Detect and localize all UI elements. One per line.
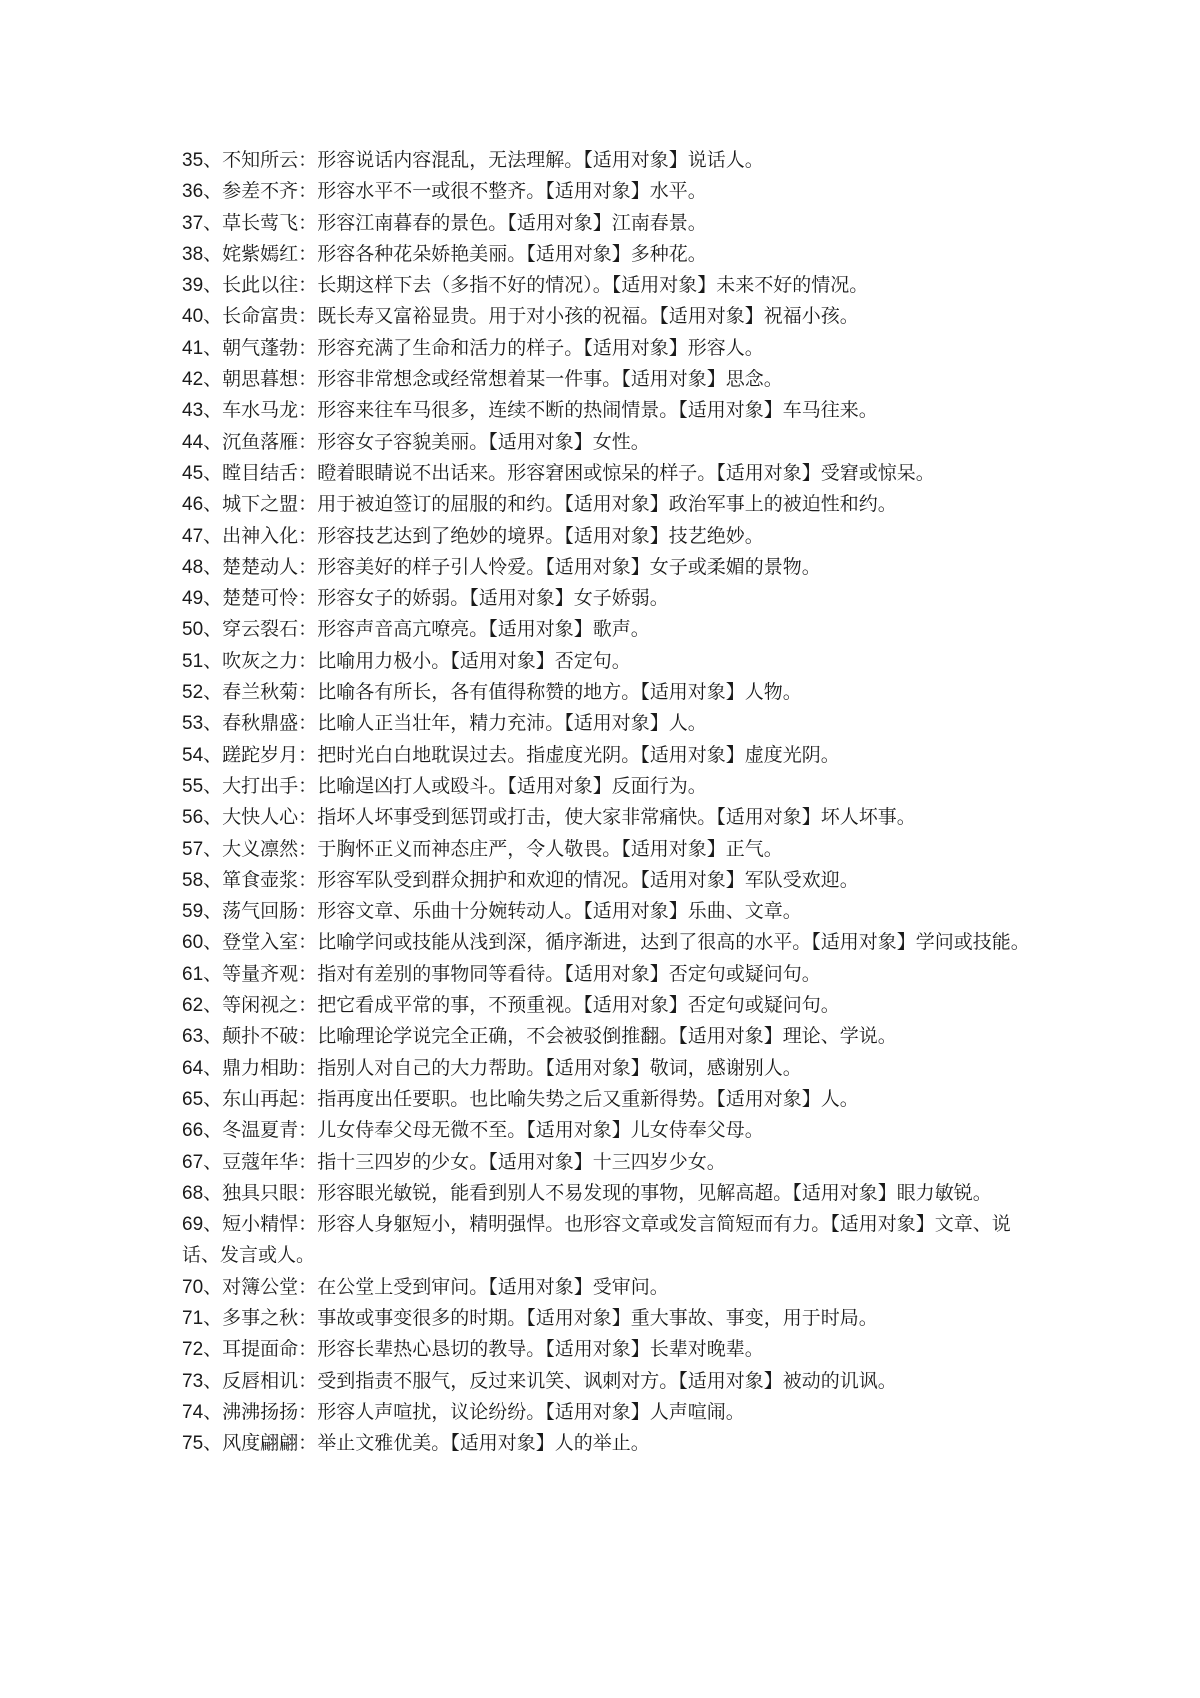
entry-number: 64 (182, 1057, 204, 1079)
entry-definition: 指坏人坏事受到惩罚或打击，使大家非常痛快。【适用对象】坏人坏事。 (317, 806, 916, 829)
entry-idiom: 荡气回肠 (222, 900, 299, 923)
entry-idiom: 冬温夏青 (222, 1119, 299, 1142)
idiom-entry: 58、箪食壶浆：形容军队受到群众拥护和欢迎的情况。【适用对象】军队受欢迎。 (182, 868, 859, 891)
idiom-entry: 55、大打出手：比喻逞凶打人或殴斗。【适用对象】反面行为。 (182, 774, 707, 797)
entry-idiom: 楚楚可怜 (222, 587, 299, 610)
entry-number: 50 (182, 619, 204, 641)
entry-number: 49 (182, 588, 204, 610)
idiom-entry: 47、出神入化：形容技艺达到了绝妙的境界。【适用对象】技艺绝妙。 (182, 524, 764, 547)
idiom-entry: 68、独具只眼：形容眼光敏锐，能看到别人不易发现的事物，见解高超。【适用对象】眼力敏锐。 (182, 1181, 992, 1204)
entry-number: 39 (182, 275, 204, 297)
idiom-entry: 61、等量齐观：指对有差别的事物同等看待。【适用对象】否定句或疑问句。 (182, 962, 821, 985)
entry-number: 41 (182, 337, 204, 359)
entry-idiom: 参差不齐 (222, 180, 299, 203)
entry-definition: 长期这样下去（多指不好的情况）。【适用对象】未来不好的情况。 (317, 274, 869, 297)
idiom-entry: 70、对簿公堂：在公堂上受到审问。【适用对象】受审问。 (182, 1275, 669, 1298)
entry-number: 48 (182, 556, 204, 578)
entry-definition: 形容说话内容混乱，无法理解。【适用对象】说话人。 (317, 149, 764, 171)
entry-definition: 比喻用力极小。【适用对象】否定句。 (317, 649, 631, 672)
entry-definition: 指别人对自己的大力帮助。【适用对象】敬词，感谢别人。 (317, 1056, 802, 1079)
entry-idiom: 东山再起 (222, 1087, 299, 1110)
entry-idiom: 出神入化 (222, 524, 299, 547)
entry-idiom: 草长莺飞 (222, 211, 299, 234)
entry-idiom: 登堂入室 (222, 931, 299, 954)
entry-number: 72 (182, 1339, 204, 1361)
entry-definition: 既长寿又富裕显贵。用于对小孩的祝福。【适用对象】祝福小孩。 (317, 305, 859, 328)
entry-number: 42 (182, 369, 204, 391)
idiom-entry: 53、春秋鼎盛：比喻人正当壮年，精力充沛。【适用对象】人。 (182, 712, 707, 735)
idiom-entry: 51、吹灰之力：比喻用力极小。【适用对象】否定句。 (182, 649, 631, 672)
entry-number: 75 (182, 1433, 204, 1455)
entry-definition: 用于被迫签订的屈服的和约。【适用对象】政治军事上的被迫性和约。 (317, 493, 897, 516)
entry-definition: 儿女侍奉父母无微不至。【适用对象】儿女侍奉父母。 (317, 1119, 764, 1142)
idiom-entry: 73、反唇相讥：受到指责不服气，反过来讥笑、讽刺对方。【适用对象】被动的讥讽。 (182, 1369, 897, 1392)
entry-idiom: 蹉跎岁月 (222, 743, 299, 766)
idiom-entry: 40、长命富贵：既长寿又富裕显贵。用于对小孩的祝福。【适用对象】祝福小孩。 (182, 305, 859, 328)
entry-definition: 在公堂上受到审问。【适用对象】受审问。 (317, 1275, 669, 1298)
entry-idiom: 豆蔻年华 (222, 1150, 299, 1173)
idiom-entry: 71、多事之秋：事故或事变很多的时期。【适用对象】重大事故、事变，用于时局。 (182, 1306, 878, 1329)
entry-number: 61 (182, 963, 204, 985)
idiom-list (182, 145, 1032, 1459)
entry-definition: 形容来往车马很多，连续不断的热闹情景。【适用对象】车马往来。 (317, 399, 878, 422)
entry-idiom: 反唇相讥 (222, 1369, 299, 1392)
entry-number: 51 (182, 650, 204, 672)
idiom-entry: 72、耳提面命：形容长辈热心恳切的教导。【适用对象】长辈对晚辈。 (182, 1338, 764, 1361)
entry-definition: 指十三四岁的少女。【适用对象】十三四岁少女。 (317, 1150, 726, 1173)
entry-number: 63 (182, 1026, 204, 1048)
entry-idiom: 穿云裂石 (222, 618, 299, 641)
entry-definition: 比喻学问或技能从浅到深，循序渐进，达到了很高的水平。【适用对象】学问或技能。 (317, 931, 1030, 954)
entry-idiom: 长此以往 (222, 274, 299, 297)
entry-idiom: 瞠目结舌 (222, 461, 299, 484)
entry-number: 67 (182, 1151, 204, 1173)
entry-definition: 形容人声喧扰，议论纷纷。【适用对象】人声喧闹。 (317, 1400, 745, 1423)
entry-definition: 于胸怀正义而神态庄严，令人敬畏。【适用对象】正气。 (317, 837, 783, 860)
entry-idiom: 不知所云 (222, 149, 299, 171)
idiom-entry: 36、参差不齐：形容水平不一或很不整齐。【适用对象】水平。 (182, 180, 707, 203)
idiom-entry: 74、沸沸扬扬：形容人声喧扰，议论纷纷。【适用对象】人声喧闹。 (182, 1400, 745, 1423)
idiom-entry: 41、朝气蓬勃：形容充满了生命和活力的样子。【适用对象】形容人。 (182, 336, 764, 359)
entry-number: 54 (182, 744, 204, 766)
entry-number: 59 (182, 901, 204, 923)
entry-definition: 事故或事变很多的时期。【适用对象】重大事故、事变，用于时局。 (317, 1306, 878, 1329)
entry-definition: 举止文雅优美。【适用对象】人的举止。 (317, 1432, 650, 1455)
entry-definition: 指再度出任要职。也比喻失势之后又重新得势。【适用对象】人。 (317, 1087, 859, 1110)
entry-idiom: 耳提面命 (222, 1338, 299, 1361)
entry-idiom: 多事之秋 (222, 1306, 299, 1329)
entry-definition: 形容技艺达到了绝妙的境界。【适用对象】技艺绝妙。 (317, 524, 764, 547)
idiom-entry: 49、楚楚可怜：形容女子的娇弱。【适用对象】女子娇弱。 (182, 587, 669, 610)
entry-number: 56 (182, 807, 204, 829)
entry-number: 43 (182, 400, 204, 422)
entry-number: 52 (182, 682, 204, 704)
entry-number: 57 (182, 838, 204, 860)
entry-idiom: 朝思暮想 (222, 368, 299, 391)
entry-definition: 形容军队受到群众拥护和欢迎的情况。【适用对象】军队受欢迎。 (317, 868, 859, 891)
idiom-entry: 46、城下之盟：用于被迫签订的屈服的和约。【适用对象】政治军事上的被迫性和约。 (182, 493, 897, 516)
entry-idiom: 长命富贵 (222, 305, 299, 328)
entry-definition: 形容眼光敏锐，能看到别人不易发现的事物，见解高超。【适用对象】眼力敏锐。 (317, 1181, 992, 1204)
idiom-entry: 64、鼎力相助：指别人对自己的大力帮助。【适用对象】敬词，感谢别人。 (182, 1056, 802, 1079)
idiom-entry: 45、瞠目结舌：瞪着眼睛说不出话来。形容窘困或惊呆的样子。【适用对象】受窘或惊呆。 (182, 461, 935, 484)
entry-definition: 比喻各有所长，各有值得称赞的地方。【适用对象】人物。 (317, 681, 802, 704)
idiom-entry: 44、沉鱼落雁：形容女子容貌美丽。【适用对象】女性。 (182, 430, 650, 453)
entry-definition: 把时光白白地耽误过去。指虚度光阴。【适用对象】虚度光阴。 (317, 743, 840, 766)
entry-definition: 比喻人正当壮年，精力充沛。【适用对象】人。 (317, 712, 707, 735)
idiom-entry: 52、春兰秋菊：比喻各有所长，各有值得称赞的地方。【适用对象】人物。 (182, 681, 802, 704)
entry-definition: 形容女子的娇弱。【适用对象】女子娇弱。 (317, 587, 669, 610)
entry-number: 68 (182, 1182, 204, 1204)
entry-definition: 形容江南暮春的景色。【适用对象】江南春景。 (317, 211, 707, 234)
entry-number: 69 (182, 1214, 204, 1236)
entry-definition: 形容各种花朵娇艳美丽。【适用对象】多种花。 (317, 242, 707, 265)
idiom-entry: 48、楚楚动人：形容美好的样子引人怜爱。【适用对象】女子或柔媚的景物。 (182, 555, 821, 578)
entry-number: 55 (182, 775, 204, 797)
entry-number: 47 (182, 525, 204, 547)
idiom-entry: 59、荡气回肠：形容文章、乐曲十分婉转动人。【适用对象】乐曲、文章。 (182, 900, 802, 923)
entry-number: 71 (182, 1307, 204, 1329)
entry-number: 44 (182, 431, 204, 453)
idiom-entry: 63、颠扑不破：比喻理论学说完全正确，不会被驳倒推翻。【适用对象】理论、学说。 (182, 1025, 897, 1048)
idiom-entry: 57、大义凛然：于胸怀正义而神态庄严，令人敬畏。【适用对象】正气。 (182, 837, 783, 860)
entry-idiom: 短小精悍 (222, 1213, 299, 1236)
entry-definition: 瞪着眼睛说不出话来。形容窘困或惊呆的样子。【适用对象】受窘或惊呆。 (317, 461, 935, 484)
entry-idiom: 对簿公堂 (222, 1275, 299, 1298)
entry-definition: 把它看成平常的事，不预重视。【适用对象】否定句或疑问句。 (317, 994, 840, 1017)
entry-number: 37 (182, 212, 204, 234)
entry-definition: 受到指责不服气，反过来讥笑、讽刺对方。【适用对象】被动的讥讽。 (317, 1369, 897, 1392)
entry-number: 53 (182, 713, 204, 735)
entry-idiom: 大打出手 (222, 774, 299, 797)
entry-idiom: 等闲视之 (222, 994, 299, 1017)
entry-idiom: 箪食壶浆 (222, 868, 299, 891)
idiom-entry: 60、登堂入室：比喻学问或技能从浅到深，循序渐进，达到了很高的水平。【适用对象】学问或技能。 (182, 931, 1030, 954)
entry-number: 65 (182, 1088, 204, 1110)
entry-idiom: 城下之盟 (222, 493, 299, 516)
entry-definition: 形容文章、乐曲十分婉转动人。【适用对象】乐曲、文章。 (317, 900, 802, 923)
entry-number: 74 (182, 1401, 204, 1423)
idiom-entry: 67、豆蔻年华：指十三四岁的少女。【适用对象】十三四岁少女。 (182, 1150, 726, 1173)
entry-idiom: 沉鱼落雁 (222, 430, 299, 453)
entry-definition: 形容美好的样子引人怜爱。【适用对象】女子或柔媚的景物。 (317, 555, 821, 578)
entry-idiom: 大义凛然 (222, 837, 299, 860)
entry-number: 70 (182, 1276, 204, 1298)
idiom-entry: 66、冬温夏青：儿女侍奉父母无微不至。【适用对象】儿女侍奉父母。 (182, 1119, 764, 1142)
entry-idiom: 姹紫嫣红 (222, 242, 299, 265)
entry-number: 58 (182, 869, 204, 891)
entry-idiom: 春兰秋菊 (222, 681, 299, 704)
idiom-entry: 65、东山再起：指再度出任要职。也比喻失势之后又重新得势。【适用对象】人。 (182, 1087, 859, 1110)
entry-idiom: 等量齐观 (222, 962, 299, 985)
idiom-entry: 43、车水马龙：形容来往车马很多，连续不断的热闹情景。【适用对象】车马往来。 (182, 399, 878, 422)
entry-number: 45 (182, 462, 204, 484)
entry-idiom: 鼎力相助 (222, 1056, 299, 1079)
idiom-entry: 75、风度翩翩：举止文雅优美。【适用对象】人的举止。 (182, 1432, 650, 1455)
entry-definition: 形容充满了生命和活力的样子。【适用对象】形容人。 (317, 336, 764, 359)
entry-number: 62 (182, 995, 204, 1017)
entry-definition: 指对有差别的事物同等看待。【适用对象】否定句或疑问句。 (317, 962, 821, 985)
entry-idiom: 朝气蓬勃 (222, 336, 299, 359)
entry-definition: 比喻理论学说完全正确，不会被驳倒推翻。【适用对象】理论、学说。 (317, 1025, 897, 1048)
entry-definition: 形容长辈热心恳切的教导。【适用对象】长辈对晚辈。 (317, 1338, 764, 1361)
entry-idiom: 春秋鼎盛 (222, 712, 299, 735)
entry-idiom: 沸沸扬扬 (222, 1400, 299, 1423)
entry-idiom: 吹灰之力 (222, 649, 299, 672)
entry-definition: 形容人身躯短小，精明强悍。也形容文章或发言简短而有力。【适用对象】文章、说话、发言或人。 (182, 1213, 1011, 1267)
entry-number: 38 (182, 243, 204, 265)
idiom-entry: 37、草长莺飞：形容江南暮春的景色。【适用对象】江南春景。 (182, 211, 707, 234)
entry-idiom: 独具只眼 (222, 1181, 299, 1204)
entry-idiom: 大快人心 (222, 806, 299, 829)
entry-number: 66 (182, 1120, 204, 1142)
idiom-entry: 54、蹉跎岁月：把时光白白地耽误过去。指虚度光阴。【适用对象】虚度光阴。 (182, 743, 840, 766)
entry-definition: 形容女子容貌美丽。【适用对象】女性。 (317, 430, 650, 453)
idiom-entry: 39、长此以往：长期这样下去（多指不好的情况）。【适用对象】未来不好的情况。 (182, 274, 869, 297)
idiom-entry: 42、朝思暮想：形容非常想念或经常想着某一件事。【适用对象】思念。 (182, 368, 783, 391)
entry-idiom: 车水马龙 (222, 399, 299, 422)
idiom-entry: 69、短小精悍：形容人身躯短小，精明强悍。也形容文章或发言简短而有力。【适用对象】文章、说话、发言或人。 (182, 1213, 1011, 1267)
idiom-entry: 38、姹紫嫣红：形容各种花朵娇艳美丽。【适用对象】多种花。 (182, 242, 707, 265)
entry-number: 46 (182, 494, 204, 516)
entry-number: 40 (182, 306, 204, 328)
entry-number: 36 (182, 181, 204, 203)
entry-definition: 形容水平不一或很不整齐。【适用对象】水平。 (317, 180, 707, 203)
entry-number: 73 (182, 1370, 204, 1392)
entry-number: 60 (182, 932, 204, 954)
idiom-entry: 56、大快人心：指坏人坏事受到惩罚或打击，使大家非常痛快。【适用对象】坏人坏事。 (182, 806, 916, 829)
idiom-entry: 35、不知所云：形容说话内容混乱，无法理解。【适用对象】说话人。 (182, 149, 764, 171)
idiom-entry: 50、穿云裂石：形容声音高亢嘹亮。【适用对象】歌声。 (182, 618, 650, 641)
entry-idiom: 颠扑不破 (222, 1025, 299, 1048)
entry-idiom: 风度翩翩 (222, 1432, 299, 1455)
entry-definition: 形容声音高亢嘹亮。【适用对象】歌声。 (317, 618, 650, 641)
entry-idiom: 楚楚动人 (222, 555, 299, 578)
entry-definition: 形容非常想念或经常想着某一件事。【适用对象】思念。 (317, 368, 783, 391)
idiom-entry: 62、等闲视之：把它看成平常的事，不预重视。【适用对象】否定句或疑问句。 (182, 994, 840, 1017)
entry-number: 35 (182, 150, 204, 171)
entry-definition: 比喻逞凶打人或殴斗。【适用对象】反面行为。 (317, 774, 707, 797)
